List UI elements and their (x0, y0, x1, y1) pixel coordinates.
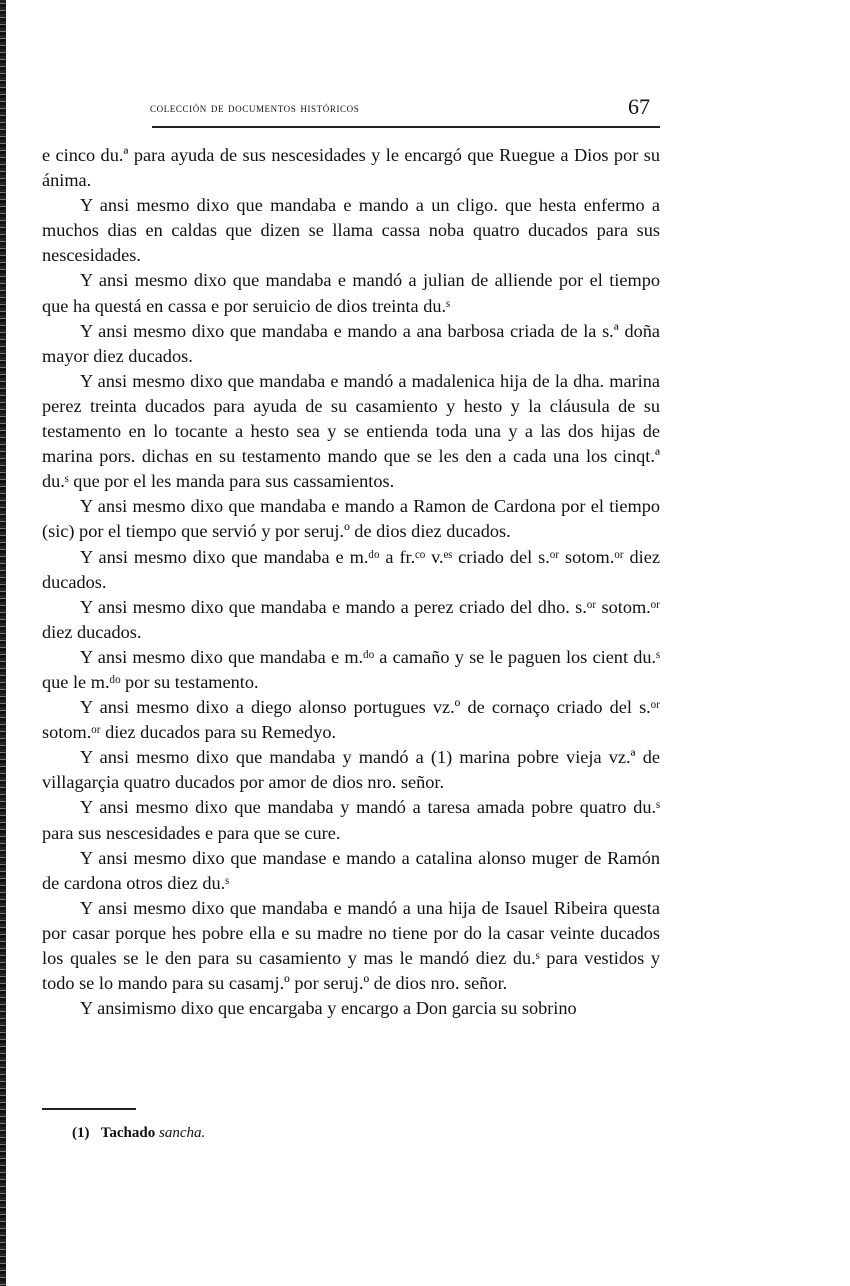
paragraph: Y ansi mesmo dixo que mandaba e m.ᵈᵒ a fr.ᶜᵒ v.ᵉˢ criado del s.ᵒʳ sotom.ᵒʳ diez ducados. (42, 546, 660, 592)
paragraph: Y ansi mesmo dixo que mandaba e mandó a julian de alliende por el tiempo que ha questá en cassa e por seruicio de dios treinta du.ˢ (42, 270, 660, 316)
page-number: 67 (628, 94, 650, 119)
paragraph: Y ansi mesmo dixo que mandaba y mandó a taresa amada pobre quatro du.ˢ para sus nescesidades e para que se cure. (42, 797, 660, 843)
paragraph: Y ansi mesmo dixo que mandaba e mando a Ramon de Cardona por el tiempo (sic) por el tiempo que servió y por seruj.º de dios diez ducados. (42, 496, 660, 542)
footnote (72, 1125, 205, 1142)
page (42, 0, 662, 1286)
footnote-label: Tachado (100, 1125, 156, 1141)
paragraph: Y ansi mesmo dixo a diego alonso portugues vz.º de cornaço criado del s.ᵒʳ sotom.ᵒʳ diez ducados para su Remedyo. (42, 697, 660, 743)
paragraph: Y ansi mesmo dixo que mandaba e mando a un cligo. que hesta enfermo a muchos dias en caldas que dizen se llama cassa noba quatro ducados para sus nescesidades. (42, 195, 660, 266)
paragraph: Y ansi mesmo dixo que mandaba y mandó a (1) marina pobre vieja vz.ª de villagarçia quatro ducados por amor de dios nro. señor. (42, 747, 660, 793)
paragraph: Y ansi mesmo dixo que mandaba e mandó a una hija de Isauel Ribeira questa por casar porque hes pobre ella e su madre no tiene por do la casar veinte ducados los quales se le den para su casamiento y mas le mandó diez du.ˢ para vestidos y todo se lo mando para su casamj.º por seruj.º de dios nro. señor. (42, 897, 660, 994)
footnote-number: (1) (72, 1125, 90, 1141)
page-binding-edge (0, 0, 6, 1286)
running-title: colección de documentos históricos (150, 100, 360, 115)
body-text (42, 143, 660, 1021)
paragraph: Y ansimismo dixo que encargaba y encargo a Don garcia su sobrino (80, 998, 577, 1019)
footnote-word: sancha. (158, 1125, 206, 1141)
paragraph: Y ansi mesmo dixo que mandaba e mandó a madalenica hija de la dha. marina perez treinta ducados para ayuda de su casamiento y hesto y la cláusula de su testamento en lo tocante a hesto sea y se entienda toda una y a las dos hijas de marina pors. dichas en su testamento mando que se les den a cada una los cinqt.ª du.ˢ que por el les manda para sus cassamientos. (42, 370, 660, 492)
paragraph: e cinco du.ª para ayuda de sus nescesidades y le encargó que Ruegue a Dios por su ánima. (42, 145, 660, 191)
footnote-rule (42, 1108, 136, 1110)
paragraph: Y ansi mesmo dixo que mandaba e m.ᵈᵒ a camaño y se le paguen los cient du.ˢ que le m.ᵈᵒ por su testamento. (42, 646, 660, 692)
paragraph: Y ansi mesmo dixo que mandaba e mando a perez criado del dho. s.ᵒʳ sotom.ᵒʳ diez ducados. (42, 596, 660, 642)
paragraph: Y ansi mesmo dixo que mandase e mando a catalina alonso muger de Ramón de cardona otros diez du.ˢ (42, 847, 660, 893)
paragraph: Y ansi mesmo dixo que mandaba e mando a ana barbosa criada de la s.ª doña mayor diez ducados. (42, 320, 660, 366)
